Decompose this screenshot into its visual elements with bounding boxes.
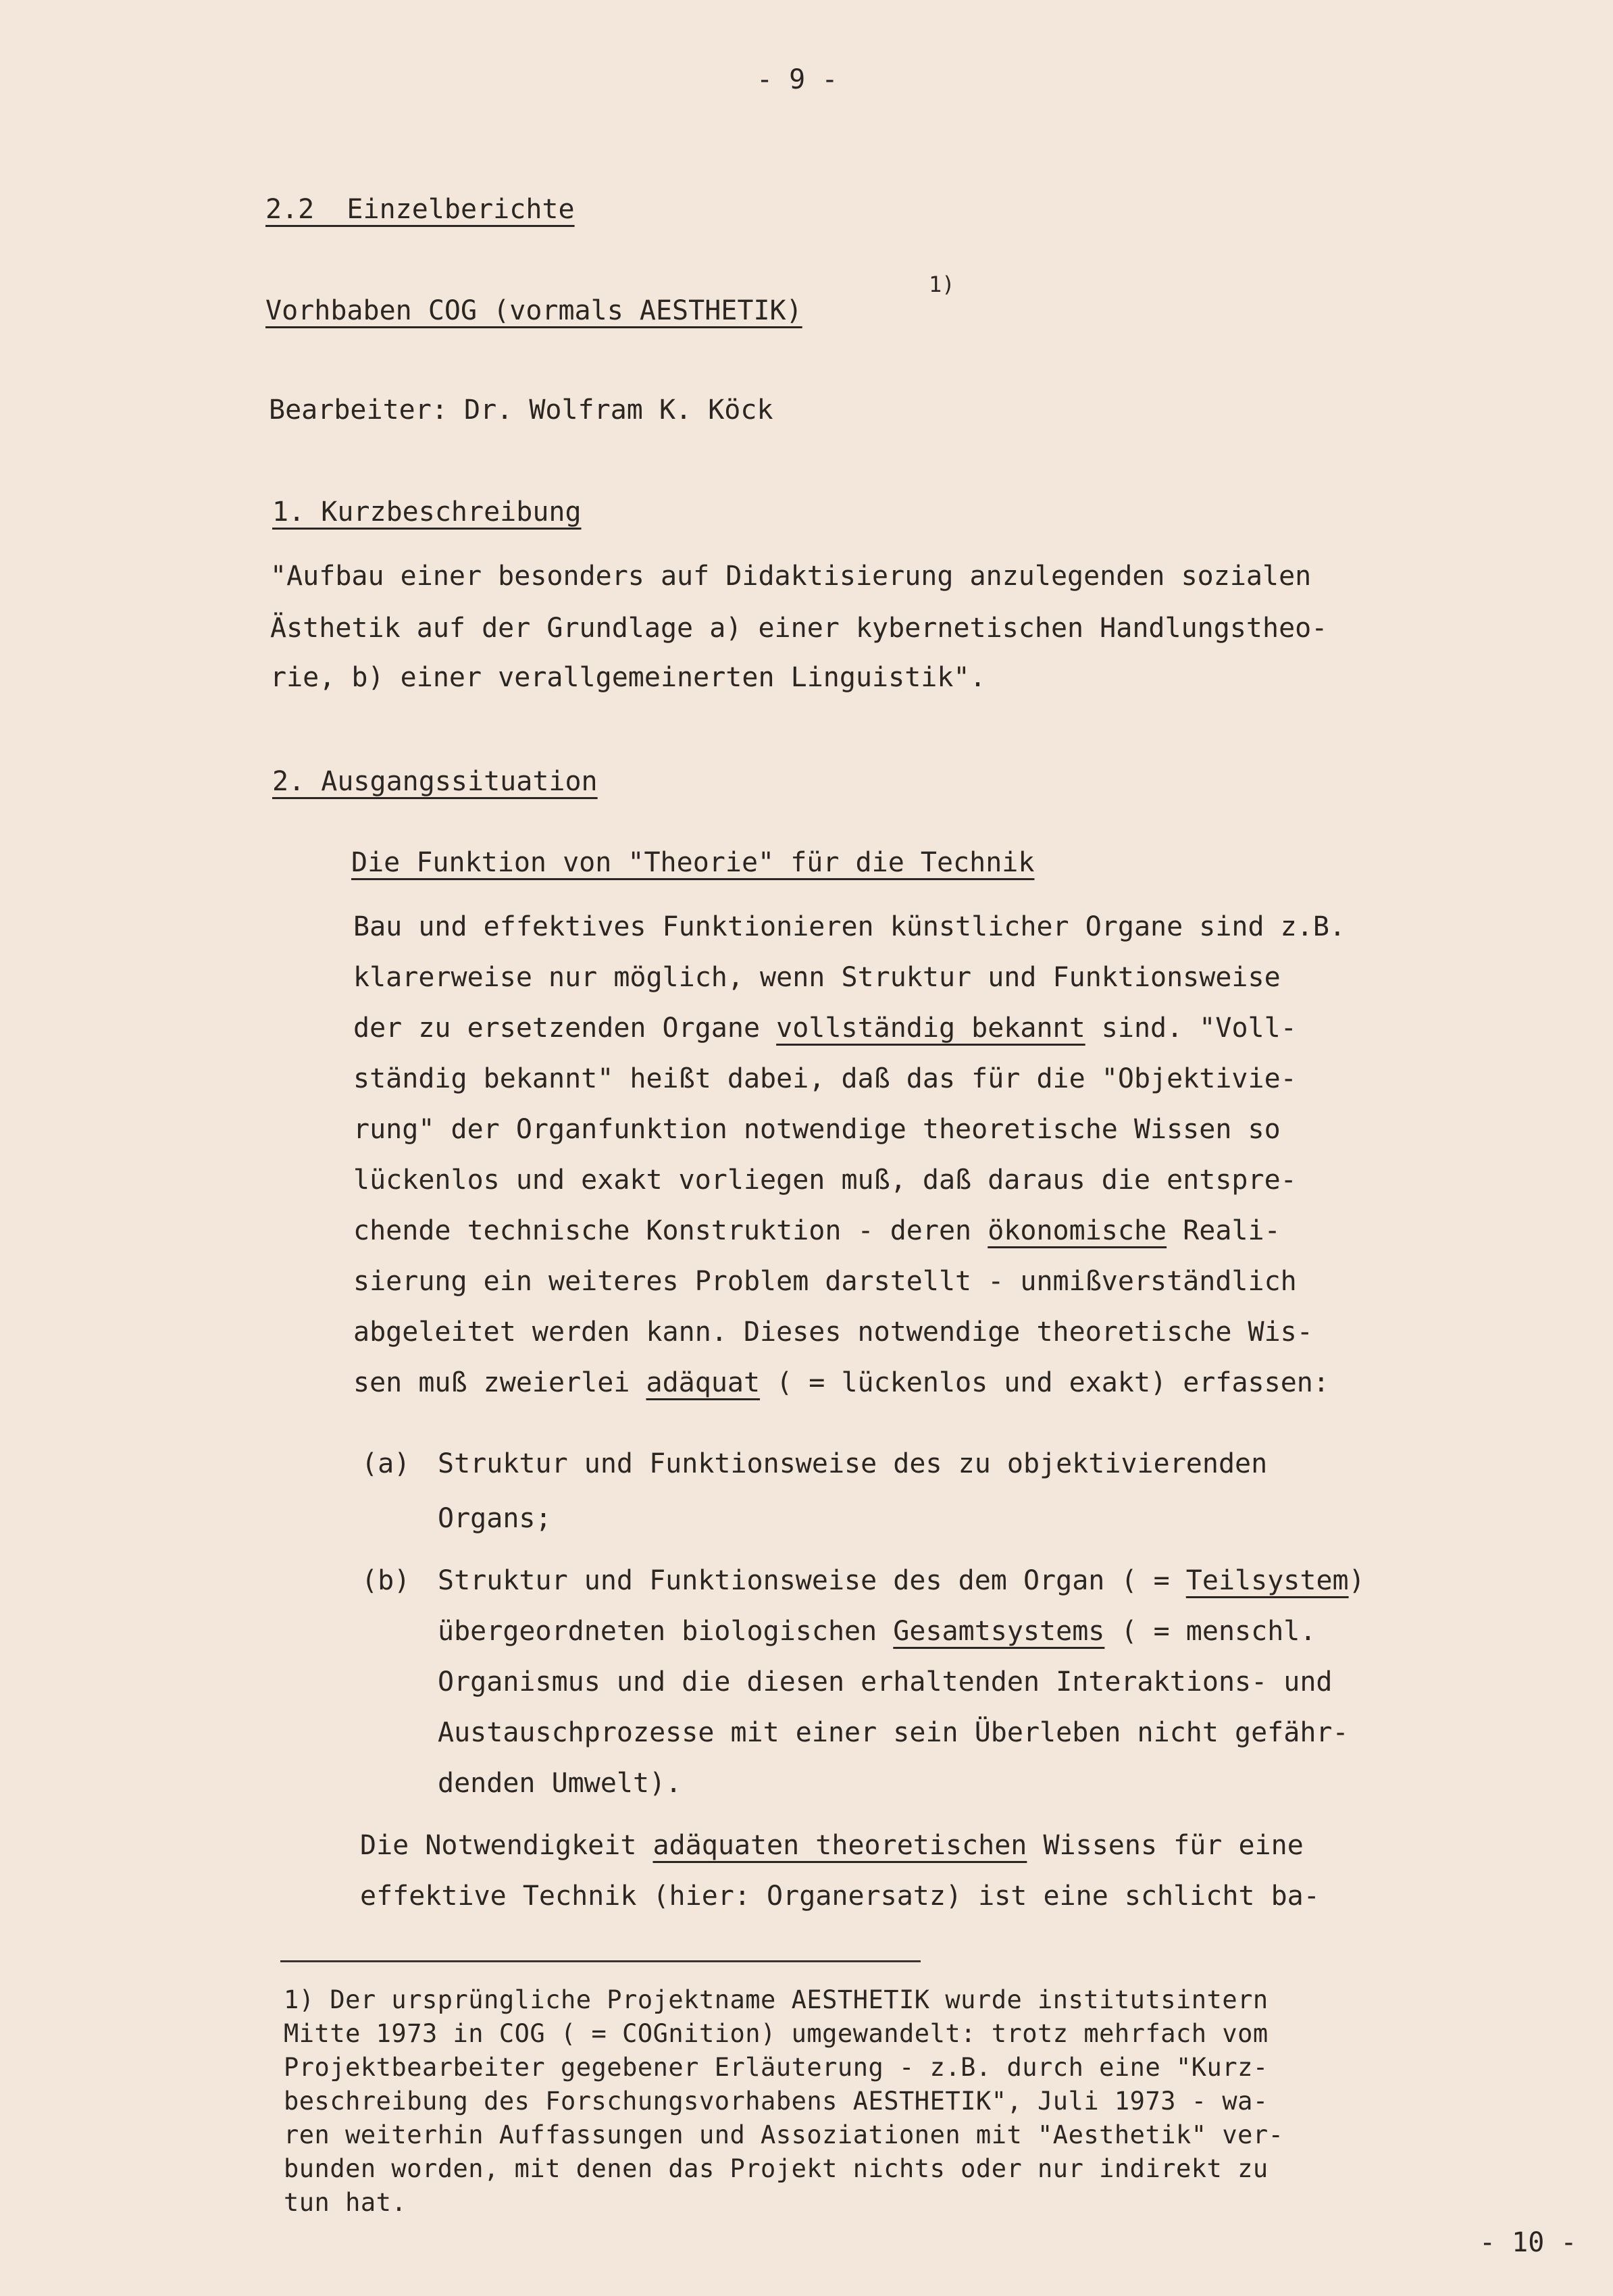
footnote-line: tun hat. bbox=[284, 2188, 407, 2217]
item-b-label: (b) bbox=[361, 1565, 411, 1596]
item-b-text: ) bbox=[1348, 1565, 1365, 1596]
footnote-line: 1) Der ursprüngliche Projektname AESTHETIK wurde institutsintern bbox=[284, 1985, 1269, 2014]
page-number: - 9 - bbox=[757, 64, 838, 95]
next-page-marker: - 10 - bbox=[1479, 2227, 1577, 2258]
footnote-divider bbox=[280, 1960, 921, 1962]
footnote-line: Projektbearbeiter gegebener Erläuterung - z.B. durch eine "Kurz- bbox=[284, 2053, 1269, 2082]
para1-line: ständig bekannt" heißt dabei, daß das für die "Objektivie- bbox=[353, 1063, 1297, 1094]
section1-line: "Aufbau einer besonders auf Didaktisierung anzulegenden sozialen bbox=[270, 561, 1312, 592]
section1-heading: 1. Kurzbeschreibung bbox=[272, 496, 582, 528]
para2-line: effektive Technik (hier: Organersatz) ist eine schlicht ba- bbox=[360, 1881, 1320, 1912]
underlined-term: adäquat bbox=[646, 1367, 761, 1398]
item-b-text: Struktur und Funktionsweise des dem Organ ( = bbox=[438, 1565, 1186, 1596]
section-heading: 2.2 Einzelberichte bbox=[265, 194, 575, 225]
item-b-line bbox=[438, 1618, 1316, 1645]
item-b-line: denden Umwelt). bbox=[438, 1768, 682, 1799]
item-a-line: Struktur und Funktionsweise des zu objektivierenden bbox=[438, 1448, 1268, 1479]
para1-text: ( = lückenlos und exakt) erfassen: bbox=[760, 1367, 1329, 1398]
item-b-line: Organismus und die diesen erhaltenden Interaktions- und bbox=[438, 1666, 1333, 1698]
para1-text: der zu ersetzenden Organe bbox=[353, 1013, 777, 1044]
para1-line: Bau und effektives Funktionieren künstlicher Organe sind z.B. bbox=[353, 911, 1346, 942]
item-b-line bbox=[438, 1567, 1365, 1594]
underlined-term: Teilsystem bbox=[1185, 1565, 1349, 1596]
section2-heading: 2. Ausgangssituation bbox=[272, 766, 598, 797]
para2-text: Wissens für eine bbox=[1027, 1830, 1304, 1861]
para2-text: Die Notwendigkeit bbox=[360, 1830, 653, 1861]
underlined-term: vollständig bekannt bbox=[776, 1013, 1085, 1044]
para1-line bbox=[353, 1369, 1329, 1396]
footnote-line: Mitte 1973 in COG ( = COGnition) umgewandelt: trotz mehrfach vom bbox=[284, 2019, 1269, 2048]
footnote-mark: 1) bbox=[929, 272, 955, 297]
item-b-text: übergeordneten biologischen bbox=[438, 1616, 894, 1647]
footnote-line: beschreibung des Forschungsvorhabens AESTHETIK", Juli 1973 - wa- bbox=[284, 2087, 1269, 2116]
para1-line bbox=[353, 1217, 1281, 1244]
para1-line: lückenlos und exakt vorliegen muß, daß daraus die entspre- bbox=[353, 1165, 1297, 1196]
para1-line: abgeleitet werden kann. Dieses notwendige theoretische Wis- bbox=[353, 1317, 1313, 1348]
footnote-line: bunden worden, mit denen das Projekt nichts oder nur indirekt zu bbox=[284, 2154, 1269, 2183]
section1-line: rie, b) einer verallgemeinerten Linguistik". bbox=[270, 662, 986, 693]
para2-line bbox=[360, 1832, 1304, 1859]
underlined-term: adäquaten theoretischen bbox=[652, 1830, 1027, 1861]
section1-line: Ästhetik auf der Grundlage a) einer kybernetischen Handlungstheo- bbox=[270, 613, 1328, 644]
item-b-text: ( = menschl. bbox=[1104, 1616, 1316, 1647]
para1-text: chende technische Konstruktion - deren bbox=[353, 1215, 988, 1246]
footnote-line: ren weiterhin Auffassungen und Assoziationen mit "Aesthetik" ver- bbox=[284, 2120, 1284, 2149]
item-a-line: Organs; bbox=[438, 1503, 552, 1534]
para1-line: rung" der Organfunktion notwendige theoretische Wissen so bbox=[353, 1114, 1281, 1145]
underlined-term: Gesamtsystems bbox=[893, 1616, 1105, 1647]
item-a-label: (a) bbox=[361, 1448, 411, 1479]
para1-text: sen muß zweierlei bbox=[353, 1367, 646, 1398]
para1-line bbox=[353, 1015, 1297, 1042]
section2-subheading: Die Funktion von "Theorie" für die Technik bbox=[351, 847, 1035, 878]
para1-text: sind. "Voll- bbox=[1085, 1013, 1297, 1044]
para1-text: Reali- bbox=[1167, 1215, 1281, 1246]
para1-line: sierung ein weiteres Problem darstellt - unmißverständlich bbox=[353, 1266, 1297, 1297]
underlined-term: ökonomische bbox=[988, 1215, 1167, 1246]
para1-line: klarerweise nur möglich, wenn Struktur und Funktionsweise bbox=[353, 962, 1281, 993]
editor-line: Bearbeiter: Dr. Wolfram K. Köck bbox=[269, 394, 773, 426]
project-title: Vorhbaben COG (vormals AESTHETIK) bbox=[265, 295, 802, 326]
item-b-line: Austauschprozesse mit einer sein Überleben nicht gefähr- bbox=[438, 1717, 1349, 1748]
